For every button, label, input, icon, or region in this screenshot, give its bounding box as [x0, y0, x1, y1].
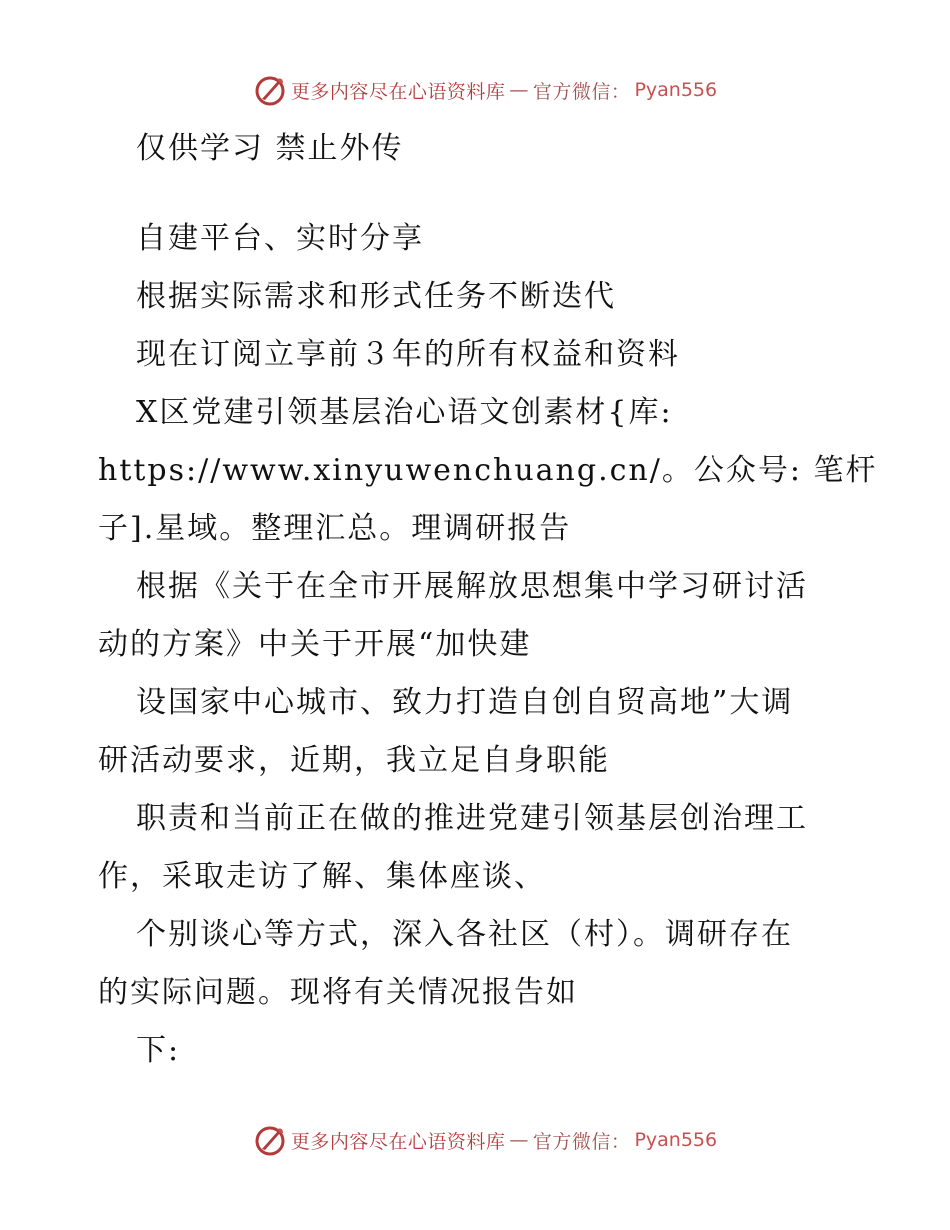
quill-logo-icon	[253, 73, 287, 107]
notice-line: 仅供学习 禁止外传	[136, 131, 404, 166]
text-line: 作，采取走访了解、集体座谈、	[98, 859, 546, 894]
text-line: 现在订阅立享前３年的所有权益和资料	[136, 337, 680, 372]
footer-banner-inner	[253, 1123, 717, 1157]
text-line: 的实际问题。现将有关情况报告如	[98, 975, 578, 1010]
text-line: https://www.xinyuwenchuang.cn/。公众号: 笔杆	[98, 453, 878, 488]
quill-logo-icon	[253, 1123, 287, 1157]
banner-wechat-label: 官方微信：	[532, 1130, 631, 1153]
banner-wechat-id: Pyan556	[634, 79, 718, 101]
text-line: 子].星域。整理汇总。理调研报告	[98, 511, 572, 546]
banner-slogan: 更多内容尽在心语资料库	[290, 80, 506, 103]
text-line: 个别谈心等方式，深入各社区（村）。调研存在	[136, 917, 793, 952]
banner-slogan: 更多内容尽在心语资料库	[290, 1130, 506, 1153]
spacer	[98, 178, 858, 210]
text-line: 研活动要求，近期，我立足自身职能	[98, 743, 610, 778]
text-line: 根据实际需求和形式任务不断迭代	[136, 279, 616, 314]
header-banner-inner	[253, 73, 717, 107]
banner-wechat-label: 官方微信：	[532, 80, 631, 103]
banner-separator: —	[509, 1129, 529, 1151]
text-line: 根据《关于在全市开展解放思想集中学习研讨活	[136, 569, 808, 604]
text-line: 设国家中心城市、致力打造自创自贸高地”大调	[136, 685, 794, 720]
text-line: X区党建引领基层治心语文创素材{库:	[136, 395, 673, 430]
text-line: 下:	[136, 1033, 181, 1068]
footer-banner	[0, 1120, 950, 1160]
banner-separator: —	[509, 79, 529, 101]
text-line: 自建平台、实时分享	[136, 221, 424, 256]
text-line: 动的方案》中关于开展“加快建	[98, 627, 532, 662]
header-banner	[0, 70, 950, 110]
document-body	[98, 120, 878, 1080]
banner-wechat-id: Pyan556	[634, 1129, 718, 1151]
text-line: 职责和当前正在做的推进党建引领基层创治理工	[136, 801, 808, 836]
